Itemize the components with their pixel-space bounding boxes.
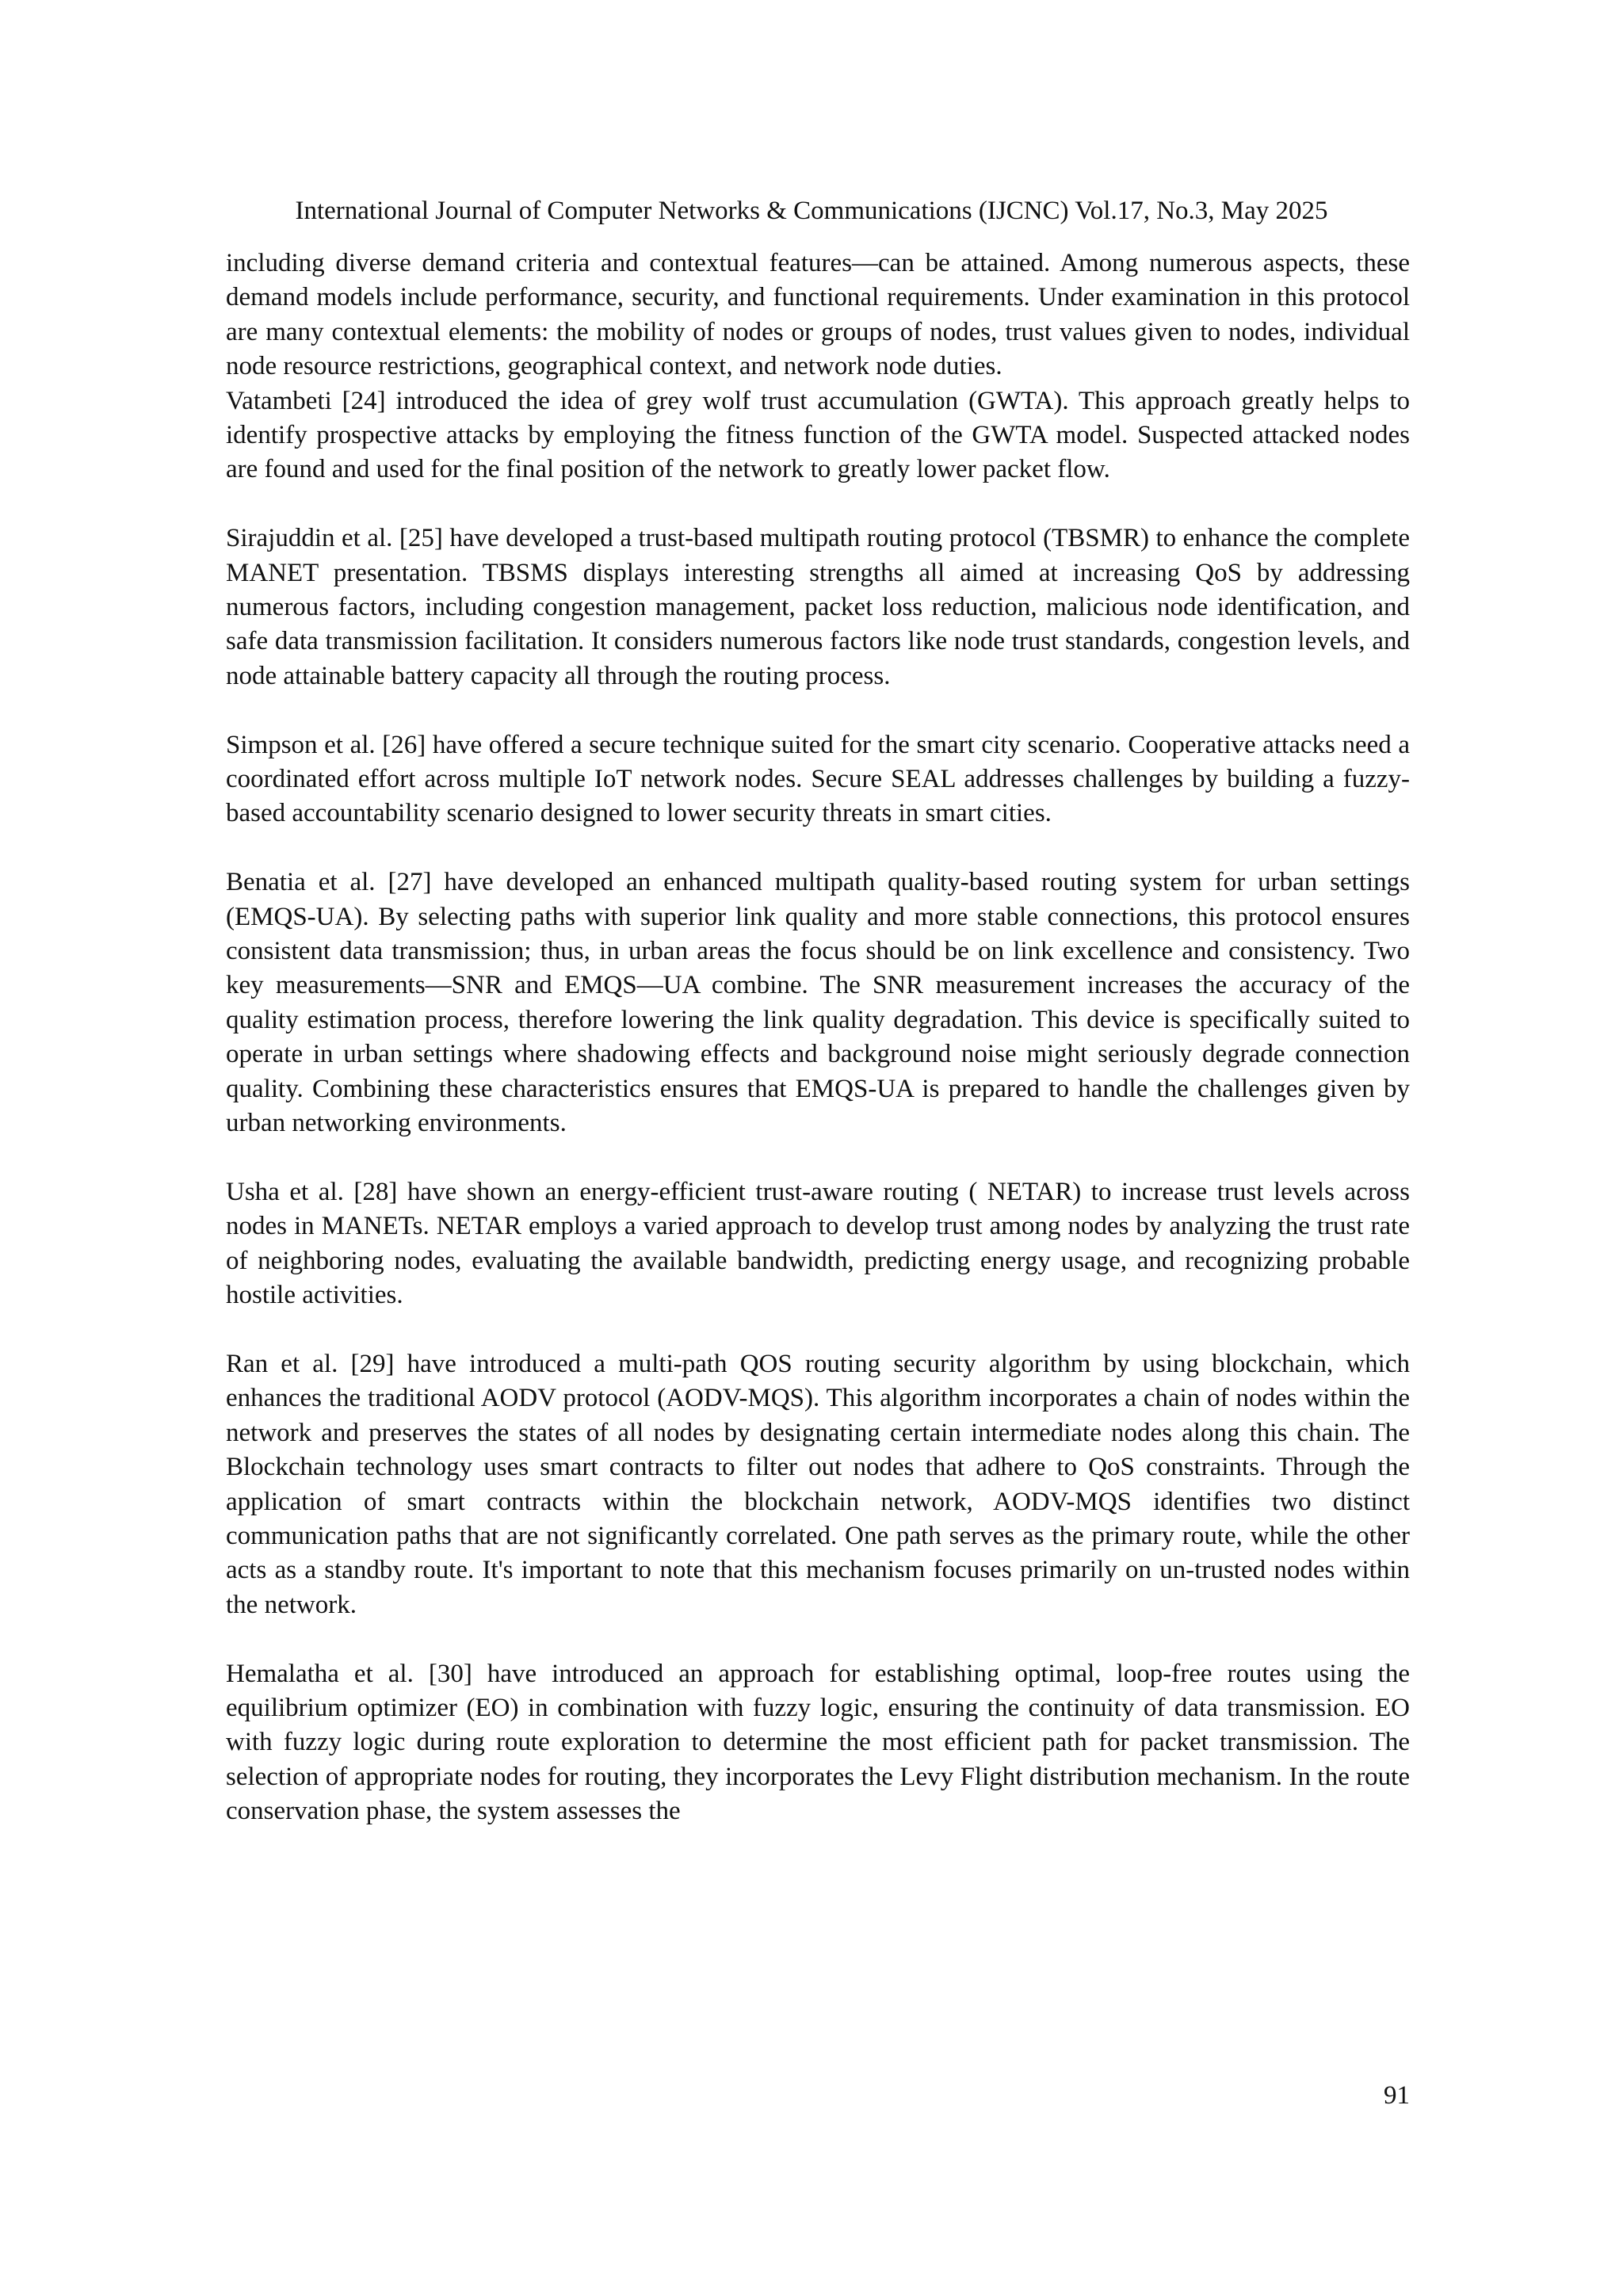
paragraph-usha: Usha et al. [28] have shown an energy-efficient trust-aware routing ( NETAR) to increase trust levels across nodes in MANETs. NETAR employs a varied approach to develop trust among nodes by analyzing the trust rate of neighboring nodes, evaluating the available bandwidth, predicting energy usage, and recognizing probable hostile activities. [226,1177,1410,1310]
running-header: International Journal of Computer Networks & Communications (IJCNC) Vol.17, No.3, May 2025 [295,197,1328,225]
paragraph-simpson: Simpson et al. [26] have offered a secure technique suited for the smart city scenario. Cooperative attacks need a coordinated effort across multiple IoT network nodes. Secure SEAL addresses challenges by building a fuzzy-based accountability scenario designed to lower security threats in smart cities. [226,730,1410,828]
paragraph-ran: Ran et al. [29] have introduced a multi-path QOS routing security algorithm by using blockchain, which enhances the traditional AODV protocol (AODV-MQS). This algorithm incorporates a chain of nodes within the network and preserves the states of all nodes by designating certain intermediate nodes along this chain. The Blockchain technology uses smart contracts to filter out nodes that adhere to QoS constraints. Through the application of smart contracts within the blockchain network, AODV-MQS identifies two distinct communication paths that are not significantly correlated. One path serves as the primary route, while the other acts as a standby route. It's important to note that this mechanism focuses primarily on un-trusted nodes within the network. [226,1349,1410,1619]
paragraph-benatia: Benatia et al. [27] have developed an enhanced multipath quality-based routing system for urban settings (EMQS-UA). By selecting paths with superior link quality and more stable connections, this protocol ensures consistent data transmission; thus, in urban areas the focus should be on link excellence and consistency. Two key measurements—SNR and EMQS—UA combine. The SNR measurement increases the accuracy of the quality estimation process, therefore lowering the link quality degradation. This device is specifically suited to operate in urban settings where shadowing effects and background noise might seriously degrade connection quality. Combining these characteristics ensures that EMQS-UA is prepared to handle the challenges given by urban networking environments. [226,868,1410,1138]
body-text [226,246,1410,1829]
paragraph-hemalatha: Hemalatha et al. [30] have introduced an approach for establishing optimal, loop-free routes using the equilibrium optimizer (EO) in combination with fuzzy logic, ensuring the continuity of data transmission. EO with fuzzy logic during route exploration to determine the most efficient path for packet transmission. The selection of appropriate nodes for routing, they incorporates the Levy Flight distribution mechanism. In the route conservation phase, the system assesses the [226,1659,1410,1826]
paragraph-vatambeti: Vatambeti [24] introduced the idea of grey wolf trust accumulation (GWTA). This approach greatly helps to identify prospective attacks by employing the fitness function of the GWTA model. Suspected attacked nodes are found and used for the final position of the network to greatly lower packet flow. [226,386,1410,484]
paragraph-context-elements: including diverse demand criteria and contextual features—can be attained. Among numerous aspects, these demand models include performance, security, and functional requirements. Under examination in this protocol are many contextual elements: the mobility of nodes or groups of nodes, trust values given to nodes, individual node resource restrictions, geographical context, and network node duties. [226,249,1410,381]
paragraph-sirajuddin: Sirajuddin et al. [25] have developed a trust-based multipath routing protocol (TBSMR) to enhance the complete MANET presentation. TBSMS displays interesting strengths all aimed at increasing QoS by addressing numerous factors, including congestion management, packet loss reduction, malicious node identification, and safe data transmission facilitation. It considers numerous factors like node trust standards, congestion levels, and node attainable battery capacity all through the routing process. [226,524,1410,690]
page-number: 91 [1384,2081,1410,2110]
